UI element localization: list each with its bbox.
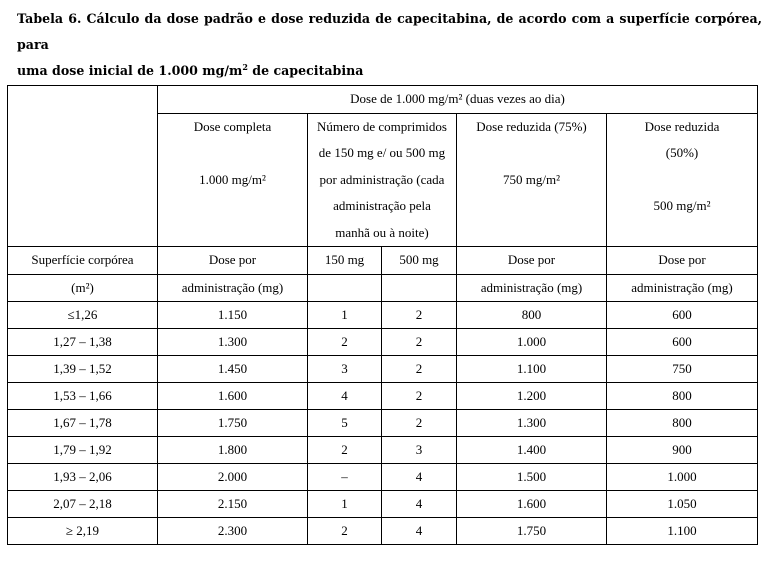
tablets-150-cell: 2 (308, 329, 382, 356)
header-dose-per-50-unit: administração (mg) (607, 274, 758, 302)
tablets-150-cell: 1 (308, 491, 382, 518)
dose-50-cell: 1.050 (607, 491, 758, 518)
dose-75-cell: 1.400 (457, 437, 607, 464)
header-tablets: Número de comprimidos de 150 mg e/ ou 500 mg por administração (cada administração pela manhã ou à noite) (308, 113, 457, 247)
dose-50-cell: 750 (607, 356, 758, 383)
dose-75-cell: 1.300 (457, 410, 607, 437)
tablets-500-cell: 2 (382, 329, 457, 356)
dose-75-cell: 1.600 (457, 491, 607, 518)
dose-75-cell: 1.000 (457, 329, 607, 356)
dose-75-cell: 1.100 (457, 356, 607, 383)
tablets-150-cell: 2 (308, 437, 382, 464)
bsa-cell: 1,53 – 1,66 (8, 383, 158, 410)
dose-50-cell: 800 (607, 383, 758, 410)
header-bsa-unit: (m²) (8, 274, 158, 302)
tablets-150-cell: 5 (308, 410, 382, 437)
header-blank-cell (8, 86, 158, 114)
table-row (8, 437, 758, 464)
bsa-cell: ≤1,26 (8, 302, 158, 329)
tablets-500-cell: 3 (382, 437, 457, 464)
bsa-cell: 1,67 – 1,78 (8, 410, 158, 437)
dose-75-cell: 1.500 (457, 464, 607, 491)
table-row (8, 383, 758, 410)
header-dose-per-75: Dose por (457, 247, 607, 275)
tablets-500-cell: 4 (382, 518, 457, 545)
table-row (8, 464, 758, 491)
dose-50-cell: 1.000 (607, 464, 758, 491)
dose-full-cell: 1.800 (158, 437, 308, 464)
header-blank-cell-2 (8, 113, 158, 247)
dose-table (7, 85, 758, 545)
tablets-500-cell: 2 (382, 356, 457, 383)
tablets-500-cell: 2 (382, 302, 457, 329)
dose-full-cell: 1.150 (158, 302, 308, 329)
dose-full-cell: 2.300 (158, 518, 308, 545)
header-dose-per-50: Dose por (607, 247, 758, 275)
caption-line2: uma dose inicial de 1.000 $mg/m^2$ de capecitabina (17, 61, 364, 78)
header-col-500-blank (382, 274, 457, 302)
bsa-cell: 1,79 – 1,92 (8, 437, 158, 464)
table-row (8, 329, 758, 356)
tablets-150-cell: 3 (308, 356, 382, 383)
header-dose-per-75-unit: administração (mg) (457, 274, 607, 302)
caption-line1: Tabela 6. Cálculo da dose padrão e dose reduzida de capecitabina, de acordo com a superfície corpórea, para (17, 11, 762, 52)
dose-full-cell: 2.000 (158, 464, 308, 491)
header-dose-per-full: Dose por (158, 247, 308, 275)
dose-50-cell: 600 (607, 329, 758, 356)
dose-50-cell: 900 (607, 437, 758, 464)
tablets-150-cell: 2 (308, 518, 382, 545)
header-dose-per-full-unit: administração (mg) (158, 274, 308, 302)
table-caption (17, 6, 762, 84)
tablets-500-cell: 4 (382, 491, 457, 518)
dose-75-cell: 800 (457, 302, 607, 329)
tablets-500-cell: 2 (382, 410, 457, 437)
header-col-150-blank (308, 274, 382, 302)
dose-75-cell: 1.200 (457, 383, 607, 410)
dose-50-cell: 600 (607, 302, 758, 329)
tablets-150-cell: 1 (308, 302, 382, 329)
dose-full-cell: 1.750 (158, 410, 308, 437)
header-reduced-50: Dose reduzida (50%) 500 mg/m² (607, 113, 758, 247)
bsa-cell: 1,27 – 1,38 (8, 329, 158, 356)
bsa-cell: ≥ 2,19 (8, 518, 158, 545)
dose-full-cell: 1.600 (158, 383, 308, 410)
bsa-cell: 2,07 – 2,18 (8, 491, 158, 518)
header-col-150: 150 mg (308, 247, 382, 275)
tablets-500-cell: 4 (382, 464, 457, 491)
dose-75-cell: 1.750 (457, 518, 607, 545)
table-row (8, 491, 758, 518)
header-full-dose: Dose completa 1.000 mg/m² (158, 113, 308, 247)
dose-50-cell: 1.100 (607, 518, 758, 545)
table-row (8, 302, 758, 329)
bsa-cell: 1,93 – 2,06 (8, 464, 158, 491)
tablets-150-cell: 4 (308, 383, 382, 410)
tablets-150-cell: – (308, 464, 382, 491)
header-bsa: Superfície corpórea (8, 247, 158, 275)
dose-full-cell: 2.150 (158, 491, 308, 518)
header-col-500: 500 mg (382, 247, 457, 275)
table-row (8, 518, 758, 545)
bsa-cell: 1,39 – 1,52 (8, 356, 158, 383)
dose-full-cell: 1.450 (158, 356, 308, 383)
header-group: Dose de 1.000 mg/m² (duas vezes ao dia) (158, 86, 758, 114)
dose-full-cell: 1.300 (158, 329, 308, 356)
tablets-500-cell: 2 (382, 383, 457, 410)
table-row (8, 356, 758, 383)
table-row (8, 410, 758, 437)
header-reduced-75: Dose reduzida (75%) 750 mg/m² (457, 113, 607, 247)
dose-50-cell: 800 (607, 410, 758, 437)
